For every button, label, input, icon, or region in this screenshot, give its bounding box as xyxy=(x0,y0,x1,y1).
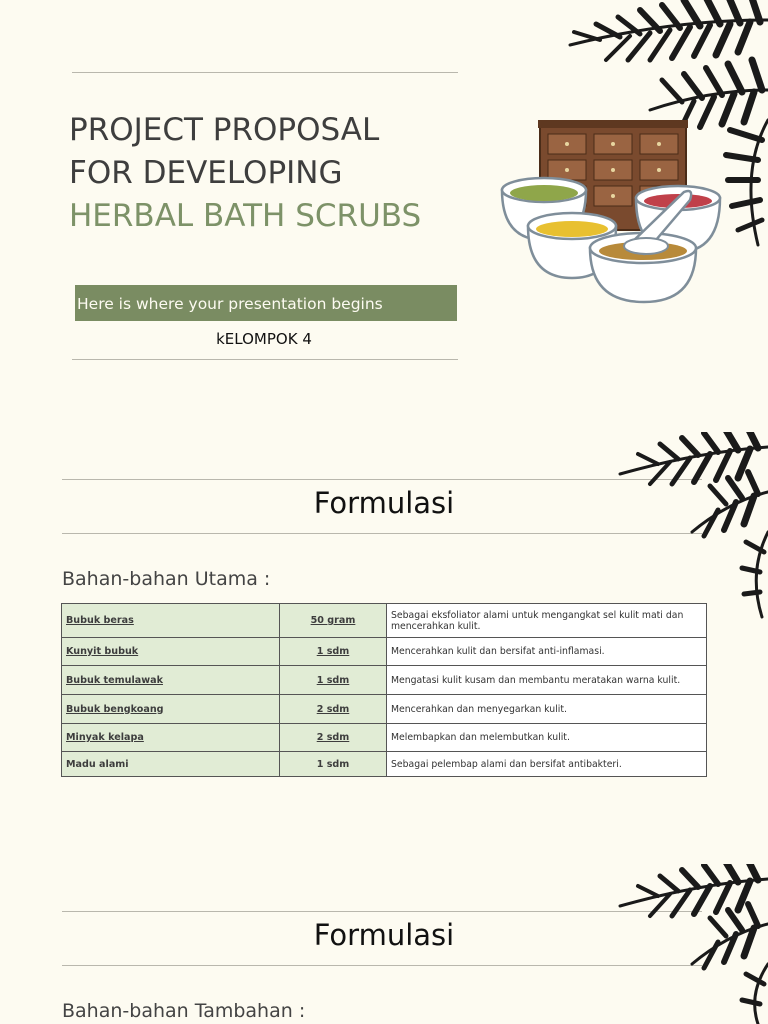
slide-title xyxy=(0,0,768,432)
ingredient-name: Minyak kelapa xyxy=(62,724,280,752)
presentation-title xyxy=(69,109,421,238)
ingredient-name: Bubuk temulawak xyxy=(62,666,280,695)
ingredient-qty: 1 sdm xyxy=(280,752,387,777)
ingredient-name: Bubuk beras xyxy=(62,604,280,638)
herbal-medicine-cabinet-icon xyxy=(498,118,730,308)
title-accent-line: HERBAL BATH SCRUBS xyxy=(69,198,422,234)
ingredient-qty: 1 sdm xyxy=(280,666,387,695)
ingredients-table xyxy=(61,603,707,777)
palm-leaf-icon xyxy=(608,864,768,1024)
bottom-divider xyxy=(72,359,458,360)
heading-divider-bottom xyxy=(62,965,702,966)
slide-formulasi-tambahan xyxy=(0,864,768,1024)
subtitle-banner: Here is where your presentation begins xyxy=(75,285,457,321)
ingredient-desc: Melembapkan dan melembutkan kulit. xyxy=(387,724,707,752)
ingredient-desc: Mencerahkan kulit dan bersifat anti-inflamasi. xyxy=(387,638,707,666)
ingredient-desc: Mencerahkan dan menyegarkan kulit. xyxy=(387,695,707,724)
ingredient-qty: 2 sdm xyxy=(280,724,387,752)
group-label: kELOMPOK 4 xyxy=(216,330,312,348)
ingredient-name: Madu alami xyxy=(62,752,280,777)
ingredient-qty: 1 sdm xyxy=(280,638,387,666)
ingredient-name: Bubuk bengkoang xyxy=(62,695,280,724)
ingredients-subheading: Bahan-bahan Tambahan : xyxy=(62,1000,306,1022)
top-divider xyxy=(72,72,458,73)
section-heading: Formulasi xyxy=(313,918,455,952)
table-row xyxy=(62,724,707,752)
ingredient-desc: Mengatasi kulit kusam dan membantu meratakan warna kulit. xyxy=(387,666,707,695)
slide-formulasi-utama xyxy=(0,432,768,864)
ingredient-name: Kunyit bubuk xyxy=(62,638,280,666)
table-row xyxy=(62,752,707,777)
ingredient-qty: 2 sdm xyxy=(280,695,387,724)
heading-divider-top xyxy=(62,479,702,480)
ingredient-qty: 50 gram xyxy=(280,604,387,638)
table-row xyxy=(62,695,707,724)
heading-divider-top xyxy=(62,911,702,912)
table-row xyxy=(62,666,707,695)
table-row xyxy=(62,638,707,666)
section-heading: Formulasi xyxy=(313,486,455,520)
heading-divider-bottom xyxy=(62,533,702,534)
ingredients-subheading: Bahan-bahan Utama : xyxy=(62,568,271,590)
title-line-1: PROJECT PROPOSAL xyxy=(69,112,380,148)
title-line-2: FOR DEVELOPING xyxy=(69,155,343,191)
ingredient-desc: Sebagai pelembap alami dan bersifat antibakteri. xyxy=(387,752,707,777)
palm-leaf-icon xyxy=(608,432,768,622)
ingredient-desc: Sebagai eksfoliator alami untuk mengangkat sel kulit mati dan mencerahkan kulit. xyxy=(387,604,707,638)
